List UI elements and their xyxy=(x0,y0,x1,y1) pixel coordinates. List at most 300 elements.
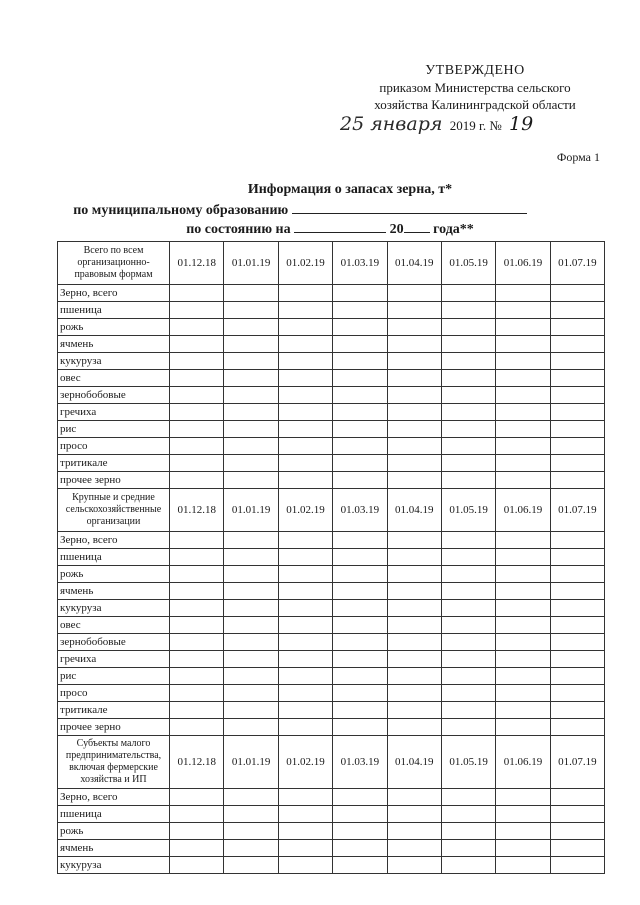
value-cell[interactable] xyxy=(333,472,387,489)
value-cell[interactable] xyxy=(224,302,278,319)
value-cell[interactable] xyxy=(278,702,332,719)
crop-label: ячмень xyxy=(58,583,170,600)
value-cell[interactable] xyxy=(387,302,441,319)
value-cell[interactable] xyxy=(496,719,550,736)
value-cell[interactable] xyxy=(333,336,387,353)
value-cell[interactable] xyxy=(496,806,550,823)
handwritten-order-number: 19 xyxy=(508,113,534,135)
value-cell[interactable] xyxy=(496,438,550,455)
value-cell[interactable] xyxy=(170,685,224,702)
value-cell[interactable] xyxy=(170,823,224,840)
table-row xyxy=(58,806,605,823)
value-cell[interactable] xyxy=(278,600,332,617)
value-cell[interactable] xyxy=(224,455,278,472)
value-cell[interactable] xyxy=(387,387,441,404)
date-column-header: 01.12.18 xyxy=(170,489,224,532)
value-cell[interactable] xyxy=(550,438,604,455)
value-cell[interactable] xyxy=(550,617,604,634)
value-cell[interactable] xyxy=(333,651,387,668)
value-cell[interactable] xyxy=(550,336,604,353)
value-cell[interactable] xyxy=(387,583,441,600)
value-cell[interactable] xyxy=(550,285,604,302)
crop-label: рожь xyxy=(58,566,170,583)
value-cell[interactable] xyxy=(441,549,495,566)
value-cell[interactable] xyxy=(441,600,495,617)
value-cell[interactable] xyxy=(170,840,224,857)
value-cell[interactable] xyxy=(224,387,278,404)
value-cell[interactable] xyxy=(550,549,604,566)
approved-by-line: приказом Министерства сельского xyxy=(379,80,571,95)
value-cell[interactable] xyxy=(496,353,550,370)
value-cell[interactable] xyxy=(170,438,224,455)
value-cell[interactable] xyxy=(387,789,441,806)
order-date-line xyxy=(340,113,533,135)
value-cell[interactable] xyxy=(550,353,604,370)
document-title: Информация о запасах зерна, т* xyxy=(247,182,453,197)
value-cell[interactable] xyxy=(387,421,441,438)
crop-label: Зерно, всего xyxy=(58,789,170,806)
date-column-header: 01.12.18 xyxy=(170,242,224,285)
value-cell[interactable] xyxy=(170,702,224,719)
value-cell[interactable] xyxy=(170,857,224,874)
date-column-header: 01.01.19 xyxy=(224,242,278,285)
date-column-header: 01.03.19 xyxy=(333,736,387,789)
value-cell[interactable] xyxy=(224,634,278,651)
crop-label: рис xyxy=(58,668,170,685)
value-cell[interactable] xyxy=(224,353,278,370)
value-cell[interactable] xyxy=(441,438,495,455)
value-cell[interactable] xyxy=(224,532,278,549)
value-cell[interactable] xyxy=(278,421,332,438)
date-column-header: 01.05.19 xyxy=(441,736,495,789)
value-cell[interactable] xyxy=(224,370,278,387)
value-cell[interactable] xyxy=(441,336,495,353)
value-cell[interactable] xyxy=(550,685,604,702)
value-cell[interactable] xyxy=(278,806,332,823)
crop-label: тритикале xyxy=(58,702,170,719)
value-cell[interactable] xyxy=(224,857,278,874)
value-cell[interactable] xyxy=(496,302,550,319)
table-row xyxy=(58,285,605,302)
value-cell[interactable] xyxy=(496,600,550,617)
value-cell[interactable] xyxy=(170,566,224,583)
crop-label: гречиха xyxy=(58,404,170,421)
value-cell[interactable] xyxy=(550,702,604,719)
value-cell[interactable] xyxy=(278,566,332,583)
value-cell[interactable] xyxy=(441,532,495,549)
value-cell[interactable] xyxy=(170,532,224,549)
approval-block xyxy=(330,63,620,113)
value-cell[interactable] xyxy=(333,532,387,549)
section-heading: Всего по всем организационно-правовым формам xyxy=(58,242,170,285)
value-cell[interactable] xyxy=(441,583,495,600)
value-cell[interactable] xyxy=(170,668,224,685)
value-cell[interactable] xyxy=(333,840,387,857)
value-cell[interactable] xyxy=(170,319,224,336)
value-cell[interactable] xyxy=(496,685,550,702)
value-cell[interactable] xyxy=(170,387,224,404)
value-cell[interactable] xyxy=(333,404,387,421)
value-cell[interactable] xyxy=(441,319,495,336)
value-cell[interactable] xyxy=(550,840,604,857)
value-cell[interactable] xyxy=(441,702,495,719)
value-cell[interactable] xyxy=(333,353,387,370)
value-cell[interactable] xyxy=(550,789,604,806)
date-blank[interactable] xyxy=(294,220,386,233)
value-cell[interactable] xyxy=(170,472,224,489)
crop-label: ячмень xyxy=(58,840,170,857)
value-cell[interactable] xyxy=(170,549,224,566)
value-cell[interactable] xyxy=(496,634,550,651)
value-cell[interactable] xyxy=(441,840,495,857)
date-line-suffix: года** xyxy=(433,222,474,237)
table-row xyxy=(58,719,605,736)
value-cell[interactable] xyxy=(224,319,278,336)
value-cell[interactable] xyxy=(496,789,550,806)
value-cell[interactable] xyxy=(550,583,604,600)
value-cell[interactable] xyxy=(278,617,332,634)
value-cell[interactable] xyxy=(278,302,332,319)
value-cell[interactable] xyxy=(333,668,387,685)
value-cell[interactable] xyxy=(550,421,604,438)
value-cell[interactable] xyxy=(387,472,441,489)
value-cell[interactable] xyxy=(333,319,387,336)
value-cell[interactable] xyxy=(441,387,495,404)
value-cell[interactable] xyxy=(550,370,604,387)
table-row xyxy=(58,617,605,634)
value-cell[interactable] xyxy=(278,789,332,806)
date-column-header: 01.04.19 xyxy=(387,736,441,789)
value-cell[interactable] xyxy=(278,319,332,336)
value-cell[interactable] xyxy=(550,566,604,583)
value-cell[interactable] xyxy=(496,617,550,634)
value-cell[interactable] xyxy=(278,634,332,651)
value-cell[interactable] xyxy=(278,532,332,549)
value-cell[interactable] xyxy=(387,840,441,857)
value-cell[interactable] xyxy=(278,668,332,685)
table-row xyxy=(58,438,605,455)
value-cell[interactable] xyxy=(550,404,604,421)
crop-label: гречиха xyxy=(58,651,170,668)
value-cell[interactable] xyxy=(550,600,604,617)
value-cell[interactable] xyxy=(550,472,604,489)
value-cell[interactable] xyxy=(496,840,550,857)
value-cell[interactable] xyxy=(496,702,550,719)
value-cell[interactable] xyxy=(387,617,441,634)
value-cell[interactable] xyxy=(496,336,550,353)
value-cell[interactable] xyxy=(224,840,278,857)
table-row xyxy=(58,387,605,404)
value-cell[interactable] xyxy=(496,566,550,583)
value-cell[interactable] xyxy=(387,634,441,651)
value-cell[interactable] xyxy=(387,857,441,874)
value-cell[interactable] xyxy=(387,532,441,549)
value-cell[interactable] xyxy=(333,421,387,438)
table-row xyxy=(58,302,605,319)
value-cell[interactable] xyxy=(387,566,441,583)
value-cell[interactable] xyxy=(224,549,278,566)
value-cell[interactable] xyxy=(387,455,441,472)
date-line xyxy=(10,220,640,238)
value-cell[interactable] xyxy=(550,387,604,404)
value-cell[interactable] xyxy=(224,566,278,583)
value-cell[interactable] xyxy=(333,566,387,583)
value-cell[interactable] xyxy=(170,651,224,668)
value-cell[interactable] xyxy=(170,285,224,302)
value-cell[interactable] xyxy=(441,634,495,651)
value-cell[interactable] xyxy=(496,319,550,336)
value-cell[interactable] xyxy=(387,285,441,302)
value-cell[interactable] xyxy=(496,387,550,404)
value-cell[interactable] xyxy=(224,719,278,736)
value-cell[interactable] xyxy=(441,806,495,823)
value-cell[interactable] xyxy=(333,455,387,472)
value-cell[interactable] xyxy=(496,370,550,387)
value-cell[interactable] xyxy=(333,857,387,874)
value-cell[interactable] xyxy=(387,806,441,823)
value-cell[interactable] xyxy=(550,823,604,840)
approved-by-ministry: хозяйства Калининградской области xyxy=(374,97,576,112)
table-row xyxy=(58,702,605,719)
value-cell[interactable] xyxy=(387,702,441,719)
value-cell[interactable] xyxy=(224,472,278,489)
date-column-header: 01.01.19 xyxy=(224,489,278,532)
value-cell[interactable] xyxy=(387,319,441,336)
value-cell[interactable] xyxy=(550,319,604,336)
value-cell[interactable] xyxy=(496,549,550,566)
value-cell[interactable] xyxy=(333,549,387,566)
value-cell[interactable] xyxy=(387,549,441,566)
value-cell[interactable] xyxy=(278,370,332,387)
value-cell[interactable] xyxy=(278,583,332,600)
form-label: Форма 1 xyxy=(556,150,600,164)
value-cell[interactable] xyxy=(170,353,224,370)
table-row xyxy=(58,823,605,840)
value-cell[interactable] xyxy=(278,455,332,472)
crop-label: овес xyxy=(58,370,170,387)
table-row xyxy=(58,840,605,857)
value-cell[interactable] xyxy=(550,651,604,668)
date-column-header: 01.06.19 xyxy=(496,736,550,789)
value-cell[interactable] xyxy=(496,532,550,549)
value-cell[interactable] xyxy=(170,583,224,600)
value-cell[interactable] xyxy=(278,840,332,857)
approved-label: УТВЕРЖДЕНО xyxy=(425,63,525,78)
value-cell[interactable] xyxy=(333,583,387,600)
crop-label: пшеница xyxy=(58,549,170,566)
municipality-blank[interactable] xyxy=(292,201,527,214)
date-column-header: 01.07.19 xyxy=(550,736,604,789)
value-cell[interactable] xyxy=(496,285,550,302)
value-cell[interactable] xyxy=(387,719,441,736)
value-cell[interactable] xyxy=(387,600,441,617)
value-cell[interactable] xyxy=(224,702,278,719)
value-cell[interactable] xyxy=(441,857,495,874)
value-cell[interactable] xyxy=(333,634,387,651)
value-cell[interactable] xyxy=(333,387,387,404)
value-cell[interactable] xyxy=(387,370,441,387)
table-row xyxy=(58,549,605,566)
value-cell[interactable] xyxy=(387,668,441,685)
value-cell[interactable] xyxy=(550,634,604,651)
value-cell[interactable] xyxy=(224,438,278,455)
value-cell[interactable] xyxy=(170,789,224,806)
value-cell[interactable] xyxy=(278,353,332,370)
value-cell[interactable] xyxy=(387,438,441,455)
value-cell[interactable] xyxy=(496,668,550,685)
value-cell[interactable] xyxy=(333,719,387,736)
value-cell[interactable] xyxy=(333,370,387,387)
value-cell[interactable] xyxy=(170,370,224,387)
value-cell[interactable] xyxy=(441,404,495,421)
value-cell[interactable] xyxy=(278,857,332,874)
value-cell[interactable] xyxy=(333,789,387,806)
value-cell[interactable] xyxy=(278,549,332,566)
value-cell[interactable] xyxy=(496,404,550,421)
date-column-header: 01.03.19 xyxy=(333,242,387,285)
value-cell[interactable] xyxy=(278,651,332,668)
value-cell[interactable] xyxy=(224,583,278,600)
value-cell[interactable] xyxy=(550,302,604,319)
value-cell[interactable] xyxy=(333,702,387,719)
value-cell[interactable] xyxy=(550,455,604,472)
value-cell[interactable] xyxy=(224,404,278,421)
value-cell[interactable] xyxy=(278,472,332,489)
crop-label: зернобобовые xyxy=(58,387,170,404)
value-cell[interactable] xyxy=(441,370,495,387)
value-cell[interactable] xyxy=(550,857,604,874)
date-column-header: 01.06.19 xyxy=(496,489,550,532)
value-cell[interactable] xyxy=(441,719,495,736)
value-cell[interactable] xyxy=(170,634,224,651)
value-cell[interactable] xyxy=(441,455,495,472)
value-cell[interactable] xyxy=(550,806,604,823)
value-cell[interactable] xyxy=(170,600,224,617)
value-cell[interactable] xyxy=(387,651,441,668)
value-cell[interactable] xyxy=(224,600,278,617)
value-cell[interactable] xyxy=(387,353,441,370)
value-cell[interactable] xyxy=(496,472,550,489)
table-row xyxy=(58,370,605,387)
crop-label: кукуруза xyxy=(58,857,170,874)
value-cell[interactable] xyxy=(170,404,224,421)
value-cell[interactable] xyxy=(496,651,550,668)
value-cell[interactable] xyxy=(170,719,224,736)
value-cell[interactable] xyxy=(496,583,550,600)
value-cell[interactable] xyxy=(333,806,387,823)
value-cell[interactable] xyxy=(224,421,278,438)
value-cell[interactable] xyxy=(550,532,604,549)
value-cell[interactable] xyxy=(387,336,441,353)
value-cell[interactable] xyxy=(278,336,332,353)
value-cell[interactable] xyxy=(170,302,224,319)
date-line-prefix: по состоянию на xyxy=(186,222,291,237)
table-row xyxy=(58,455,605,472)
value-cell[interactable] xyxy=(278,438,332,455)
value-cell[interactable] xyxy=(441,651,495,668)
value-cell[interactable] xyxy=(170,421,224,438)
value-cell[interactable] xyxy=(441,668,495,685)
crop-label: зернобобовые xyxy=(58,634,170,651)
value-cell[interactable] xyxy=(441,285,495,302)
value-cell[interactable] xyxy=(333,302,387,319)
table-row xyxy=(58,685,605,702)
date-column-header: 01.05.19 xyxy=(441,242,495,285)
value-cell[interactable] xyxy=(170,455,224,472)
value-cell[interactable] xyxy=(278,823,332,840)
value-cell[interactable] xyxy=(333,617,387,634)
value-cell[interactable] xyxy=(170,617,224,634)
value-cell[interactable] xyxy=(550,719,604,736)
value-cell[interactable] xyxy=(496,455,550,472)
value-cell[interactable] xyxy=(333,823,387,840)
year-blank[interactable] xyxy=(404,220,430,233)
value-cell[interactable] xyxy=(224,823,278,840)
value-cell[interactable] xyxy=(441,472,495,489)
section-heading: Субъекты малого предпринимательства, включая фермерские хозяйства и ИП xyxy=(58,736,170,789)
value-cell[interactable] xyxy=(170,336,224,353)
value-cell[interactable] xyxy=(441,823,495,840)
crop-label: пшеница xyxy=(58,302,170,319)
value-cell[interactable] xyxy=(278,685,332,702)
value-cell[interactable] xyxy=(496,857,550,874)
crop-label: овес xyxy=(58,617,170,634)
value-cell[interactable] xyxy=(224,668,278,685)
crop-label: рожь xyxy=(58,823,170,840)
table-row xyxy=(58,668,605,685)
table-row xyxy=(58,583,605,600)
value-cell[interactable] xyxy=(441,566,495,583)
value-cell[interactable] xyxy=(441,789,495,806)
value-cell[interactable] xyxy=(224,685,278,702)
value-cell[interactable] xyxy=(224,285,278,302)
value-cell[interactable] xyxy=(333,285,387,302)
value-cell[interactable] xyxy=(278,387,332,404)
value-cell[interactable] xyxy=(278,719,332,736)
value-cell[interactable] xyxy=(441,353,495,370)
value-cell[interactable] xyxy=(387,823,441,840)
value-cell[interactable] xyxy=(441,302,495,319)
value-cell[interactable] xyxy=(550,668,604,685)
value-cell[interactable] xyxy=(278,285,332,302)
value-cell[interactable] xyxy=(333,600,387,617)
value-cell[interactable] xyxy=(441,685,495,702)
value-cell[interactable] xyxy=(170,806,224,823)
value-cell[interactable] xyxy=(224,806,278,823)
table-row xyxy=(58,319,605,336)
value-cell[interactable] xyxy=(496,421,550,438)
value-cell[interactable] xyxy=(224,336,278,353)
value-cell[interactable] xyxy=(387,404,441,421)
value-cell[interactable] xyxy=(496,823,550,840)
value-cell[interactable] xyxy=(441,617,495,634)
value-cell[interactable] xyxy=(224,617,278,634)
value-cell[interactable] xyxy=(387,685,441,702)
value-cell[interactable] xyxy=(441,421,495,438)
crop-label: ячмень xyxy=(58,336,170,353)
date-column-header: 01.02.19 xyxy=(278,242,332,285)
date-column-header: 01.06.19 xyxy=(496,242,550,285)
value-cell[interactable] xyxy=(224,651,278,668)
value-cell[interactable] xyxy=(333,685,387,702)
value-cell[interactable] xyxy=(333,438,387,455)
order-year: 2019 г. № xyxy=(449,118,502,133)
table-row xyxy=(58,336,605,353)
crop-label: просо xyxy=(58,438,170,455)
date-column-header: 01.04.19 xyxy=(387,489,441,532)
value-cell[interactable] xyxy=(278,404,332,421)
value-cell[interactable] xyxy=(224,789,278,806)
